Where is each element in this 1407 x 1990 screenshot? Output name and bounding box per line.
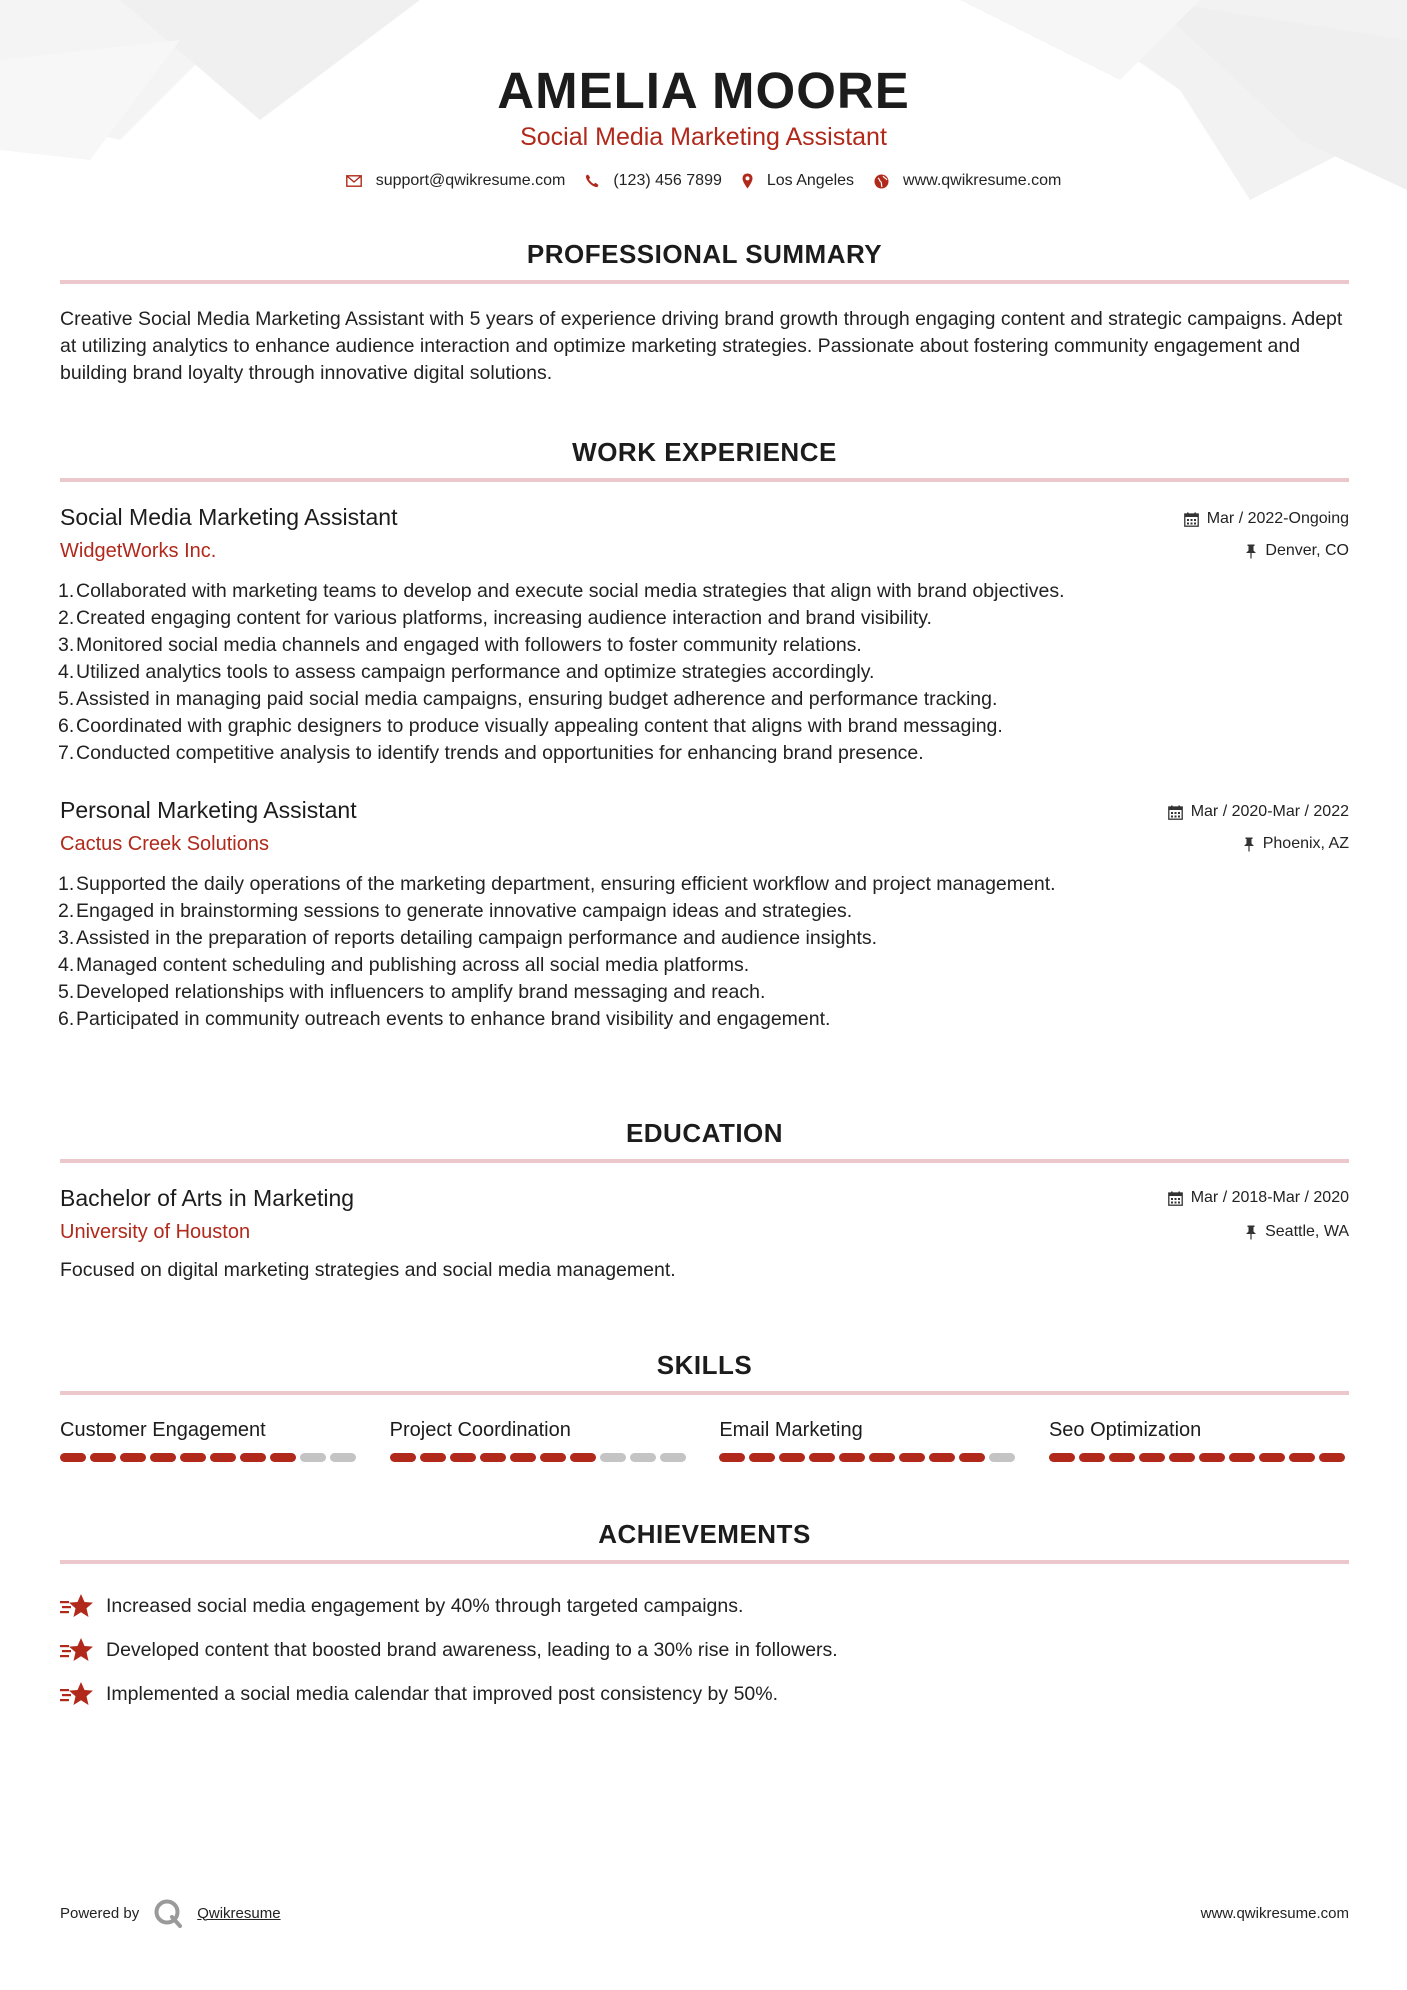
section-divider (60, 1159, 1349, 1163)
skill-segment-filled (719, 1453, 745, 1462)
education-description: Focused on digital marketing strategies and social media management. (60, 1259, 676, 1281)
skill-segment-filled (150, 1453, 176, 1462)
skill-segment-filled (749, 1453, 775, 1462)
skill-segment-filled (270, 1453, 296, 1462)
achievements-heading: ACHIEVEMENTS (598, 1519, 811, 1549)
section-divider (60, 1391, 1349, 1395)
pushpin-icon (1245, 544, 1257, 559)
summary-heading: PROFESSIONAL SUMMARY (526, 239, 883, 269)
skill-level-bar (390, 1453, 690, 1462)
job-entry (60, 502, 1349, 767)
experience-section (60, 436, 1349, 1033)
education-heading: EDUCATION (625, 1118, 784, 1148)
skill-segment-filled (1229, 1453, 1255, 1462)
summary-text: Creative Social Media Marketing Assistant with 5 years of experience driving brand growth through engaging content and strategic campaigns. Adept at utilizing analytics to enhance audience interaction and optimize marketing strategies. Passionate about fostering community engagement and building brand loyalty through innovative digital solutions. (60, 308, 1343, 384)
calendar-icon (1168, 805, 1183, 820)
achievement-item (60, 1628, 1349, 1672)
duty-item: 1. Collaborated with marketing teams to develop and execute social media strategies that align with brand objectives. (58, 580, 1065, 602)
duty-item: 6. Coordinated with graphic designers to produce visually appealing content that aligns with brand messaging. (58, 715, 1003, 737)
skill-segment-filled (420, 1453, 446, 1462)
star-icon (60, 1636, 94, 1664)
skill-segment-filled (1109, 1453, 1135, 1462)
skill-segment-filled (120, 1453, 146, 1462)
skill-name: Email Marketing (719, 1419, 863, 1441)
skill-name: Project Coordination (389, 1419, 571, 1441)
degree-title: Bachelor of Arts in Marketing (60, 1185, 355, 1211)
duty-list (60, 871, 1349, 1033)
pushpin-icon (1245, 1225, 1257, 1240)
duty-item: 4. Managed content scheduling and publishing across all social media platforms. (58, 954, 750, 976)
job-dates-text: Mar / 2020-Mar / 2022 (1190, 803, 1349, 820)
skill-segment-filled (510, 1453, 536, 1462)
map-pin-icon (742, 173, 753, 189)
duty-item: 5. Developed relationships with influencers to amplify brand messaging and reach. (58, 981, 766, 1003)
achievement-text: Developed content that boosted brand awareness, leading to a 30% rise in followers. (106, 1638, 838, 1661)
summary-section (60, 238, 1349, 387)
achievement-text: Increased social media engagement by 40% through targeted campaigns. (106, 1594, 744, 1617)
achievement-item (60, 1584, 1349, 1628)
skill-level-bar (60, 1453, 360, 1462)
skill-item (1049, 1417, 1349, 1462)
education-location-text: Seattle, WA (1265, 1223, 1349, 1240)
job-location-text: Phoenix, AZ (1262, 835, 1349, 852)
star-icon (60, 1680, 94, 1708)
skill-segment-filled (570, 1453, 596, 1462)
powered-by-label: Powered by (60, 1904, 140, 1922)
section-divider (60, 1560, 1349, 1564)
company-name: WidgetWorks Inc. (60, 540, 217, 562)
skill-segment-filled (60, 1453, 86, 1462)
phone-text: (123) 456 7899 (613, 172, 722, 189)
education-location (1245, 1221, 1349, 1243)
envelope-icon (346, 175, 362, 187)
skill-segment-filled (1079, 1453, 1105, 1462)
job-location (1243, 833, 1349, 855)
job-title: Personal Marketing Assistant (60, 797, 357, 823)
skill-segment-filled (1259, 1453, 1285, 1462)
job-location (1245, 540, 1349, 562)
skills-heading: SKILLS (656, 1350, 753, 1380)
skill-item (390, 1417, 690, 1462)
section-divider (60, 478, 1349, 482)
skill-segment-filled (90, 1453, 116, 1462)
contact-bar (0, 172, 1407, 190)
skill-level-bar (719, 1453, 1019, 1462)
achievement-text: Implemented a social media calendar that improved post consistency by 50%. (106, 1682, 779, 1705)
skills-section (60, 1349, 1349, 1462)
skill-segment-filled (1049, 1453, 1075, 1462)
calendar-icon (1184, 512, 1199, 527)
duty-item: 6. Participated in community outreach events to enhance brand visibility and engagement. (58, 1008, 831, 1030)
duty-item: 2. Created engaging content for various platforms, increasing audience interaction and brand visibility. (58, 607, 932, 629)
skill-segment-filled (540, 1453, 566, 1462)
skill-item (60, 1417, 360, 1462)
job-dates (1184, 508, 1349, 530)
skill-segment-filled (240, 1453, 266, 1462)
skill-segment-filled (180, 1453, 206, 1462)
skill-segment-filled (480, 1453, 506, 1462)
skill-segment-filled (1169, 1453, 1195, 1462)
contact-location (742, 172, 854, 190)
skill-name: Seo Optimization (1048, 1419, 1202, 1441)
school-name: University of Houston (60, 1221, 251, 1243)
company-name: Cactus Creek Solutions (60, 833, 269, 855)
achievements-section (60, 1518, 1349, 1716)
skill-segment-empty (600, 1453, 626, 1462)
duty-item: 3. Assisted in the preparation of reports detailing campaign performance and audience insights. (58, 927, 878, 949)
qwikresume-logo-icon (153, 1898, 183, 1928)
skill-segment-filled (1319, 1453, 1345, 1462)
skill-segment-filled (839, 1453, 865, 1462)
website-text: www.qwikresume.com (903, 172, 1062, 189)
resume-header (0, 58, 1407, 152)
skill-segment-filled (210, 1453, 236, 1462)
skill-segment-empty (989, 1453, 1015, 1462)
skill-segment-empty (330, 1453, 356, 1462)
experience-heading: WORK EXPERIENCE (572, 437, 837, 467)
footer-branding (60, 1898, 281, 1928)
job-title: Social Media Marketing Assistant (60, 504, 398, 530)
job-location-text: Denver, CO (1265, 542, 1349, 559)
section-divider (60, 280, 1349, 284)
skill-segment-filled (959, 1453, 985, 1462)
email-text: support@qwikresume.com (375, 172, 566, 189)
job-dates-text: Mar / 2022-Ongoing (1206, 510, 1349, 527)
education-entry (60, 1183, 1349, 1284)
skill-segment-filled (929, 1453, 955, 1462)
calendar-icon (1168, 1191, 1183, 1206)
duty-list (60, 578, 1349, 767)
education-dates (1168, 1187, 1349, 1209)
skill-name: Customer Engagement (60, 1419, 266, 1441)
skill-segment-filled (1289, 1453, 1315, 1462)
skill-segment-filled (450, 1453, 476, 1462)
skill-segment-filled (1139, 1453, 1165, 1462)
job-dates (1168, 801, 1349, 823)
duty-item: 2. Engaged in brainstorming sessions to generate innovative campaign ideas and strategies. (58, 900, 853, 922)
phone-icon (585, 174, 599, 188)
skill-segment-filled (899, 1453, 925, 1462)
contact-website[interactable] (874, 172, 1061, 190)
skill-segment-filled (779, 1453, 805, 1462)
skill-segment-filled (1199, 1453, 1225, 1462)
duty-item: 7. Conducted competitive analysis to identify trends and opportunities for enhancing brand presence. (58, 742, 924, 764)
skill-item (719, 1417, 1019, 1462)
duty-item: 1. Supported the daily operations of the marketing department, ensuring efficient workflow and project management. (58, 873, 1056, 895)
duty-item: 4. Utilized analytics tools to assess campaign performance and optimize strategies accordingly. (58, 661, 875, 683)
location-text: Los Angeles (766, 172, 855, 189)
skill-level-bar (1049, 1453, 1349, 1462)
education-dates-text: Mar / 2018-Mar / 2020 (1190, 1189, 1349, 1206)
duty-item: 5. Assisted in managing paid social media campaigns, ensuring budget adherence and performance tracking. (58, 688, 998, 710)
skill-segment-filled (809, 1453, 835, 1462)
resume-footer (60, 1898, 1349, 1928)
pushpin-icon (1243, 837, 1255, 852)
contact-email[interactable] (346, 172, 566, 190)
skills-row (60, 1417, 1349, 1462)
skill-segment-empty (300, 1453, 326, 1462)
job-entry (60, 795, 1349, 1033)
duty-item: 3. Monitored social media channels and engaged with followers to foster community relations. (58, 634, 862, 656)
globe-icon (874, 174, 889, 189)
star-icon (60, 1592, 94, 1620)
qwikresume-link[interactable]: Qwikresume (197, 1904, 281, 1922)
candidate-name: AMELIA MOORE (497, 62, 910, 119)
skill-segment-filled (390, 1453, 416, 1462)
skill-segment-empty (660, 1453, 686, 1462)
education-section (60, 1117, 1349, 1284)
skill-segment-empty (630, 1453, 656, 1462)
achievement-list (60, 1584, 1349, 1716)
contact-phone[interactable] (585, 172, 722, 190)
footer-website-link[interactable]: www.qwikresume.com (1200, 1904, 1349, 1922)
achievement-item (60, 1672, 1349, 1716)
skill-segment-filled (869, 1453, 895, 1462)
candidate-title: Social Media Marketing Assistant (520, 123, 887, 151)
